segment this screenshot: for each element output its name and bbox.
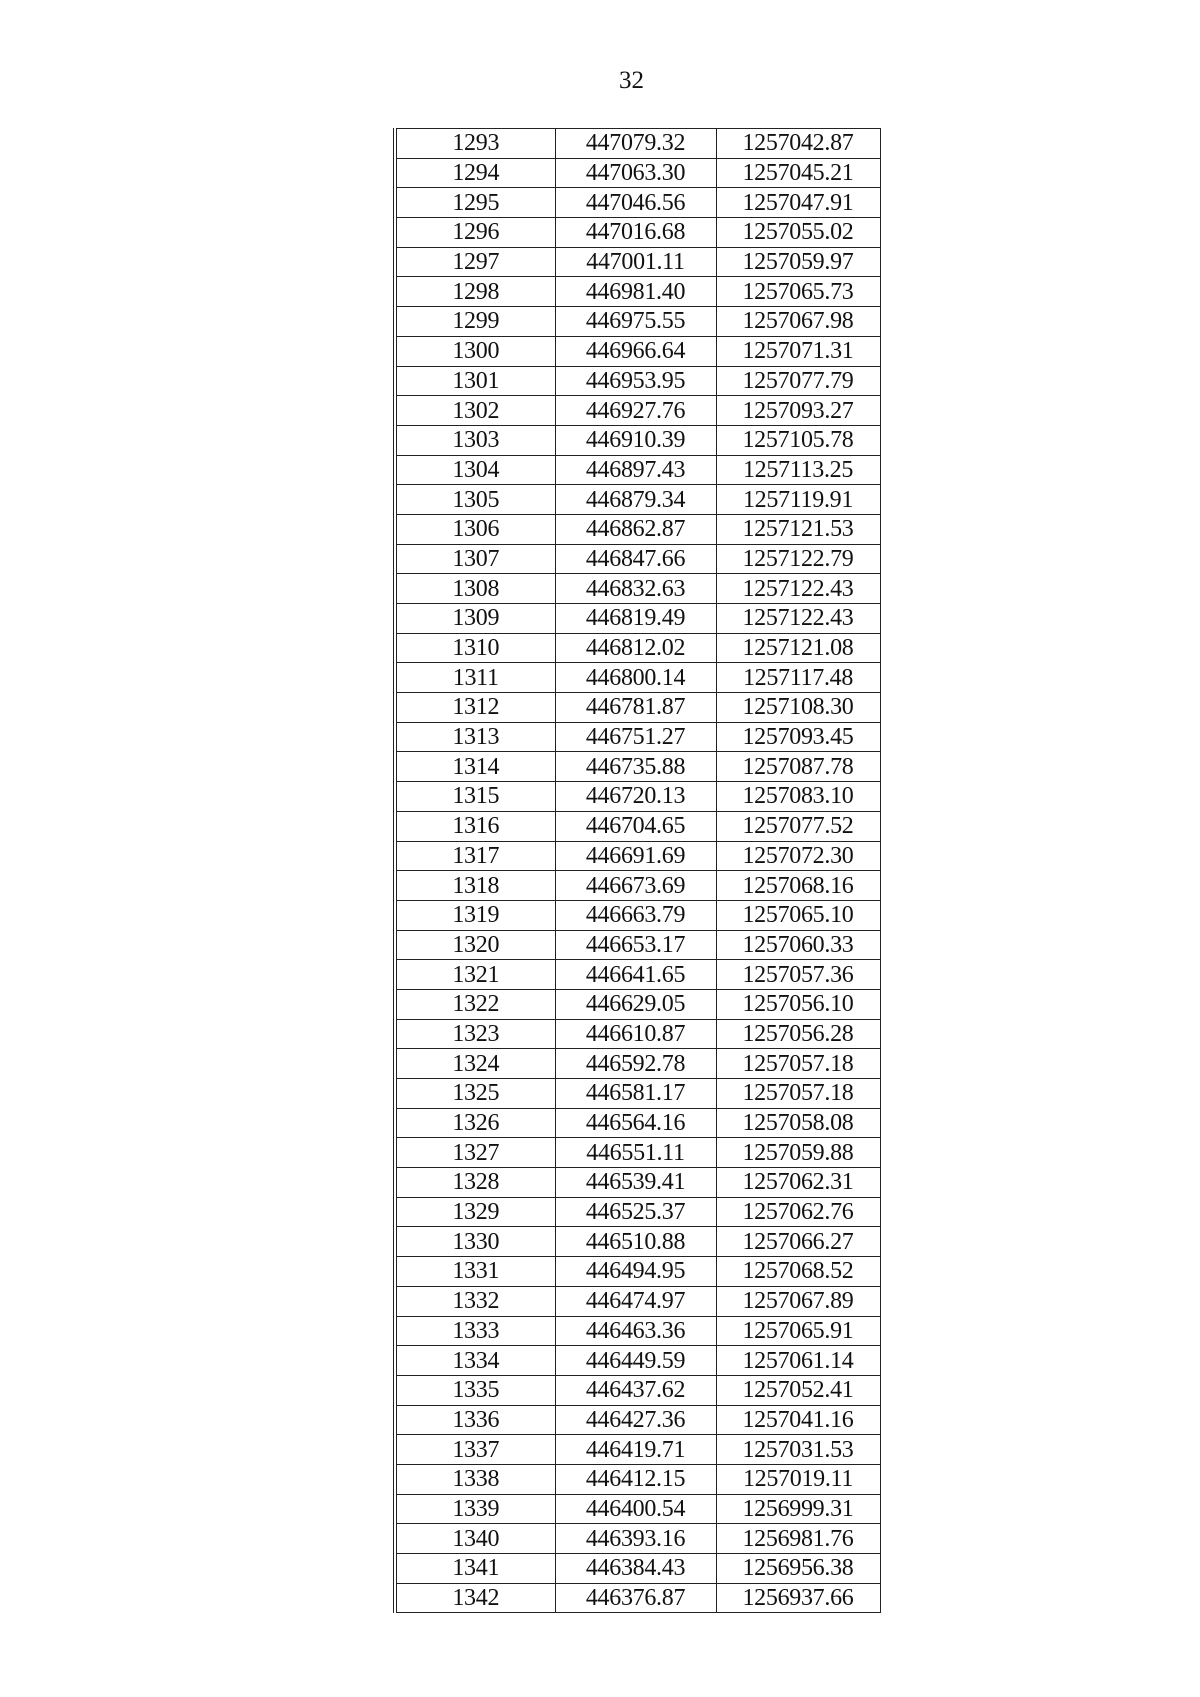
table-row [395,544,880,574]
y-coordinate-cell: 1257019.11 [716,1464,880,1494]
y-coordinate-cell: 1257119.91 [716,485,880,515]
table-row [395,1524,880,1554]
x-coordinate-cell: 446376.87 [555,1583,716,1613]
point-number-cell: 1302 [395,396,555,426]
point-number-cell: 1328 [395,1168,555,1198]
table-row [395,1049,880,1079]
x-coordinate-cell: 446384.43 [555,1554,716,1584]
y-coordinate-cell: 1257068.16 [716,871,880,901]
coordinates-table [393,128,881,1613]
point-number-cell: 1320 [395,930,555,960]
table-row [395,1227,880,1257]
y-coordinate-cell: 1257065.91 [716,1316,880,1346]
x-coordinate-cell: 447016.68 [555,218,716,248]
table-row [395,514,880,544]
point-number-cell: 1309 [395,604,555,634]
y-coordinate-cell: 1257058.08 [716,1108,880,1138]
y-coordinate-cell: 1257122.43 [716,604,880,634]
x-coordinate-cell: 446927.76 [555,396,716,426]
y-coordinate-cell: 1257056.28 [716,1019,880,1049]
x-coordinate-cell: 446673.69 [555,871,716,901]
x-coordinate-cell: 446720.13 [555,782,716,812]
x-coordinate-cell: 447046.56 [555,188,716,218]
x-coordinate-cell: 446564.16 [555,1108,716,1138]
x-coordinate-cell: 446412.15 [555,1464,716,1494]
y-coordinate-cell: 1257083.10 [716,782,880,812]
y-coordinate-cell: 1256956.38 [716,1554,880,1584]
table-row [395,900,880,930]
point-number-cell: 1294 [395,158,555,188]
table-row [395,1079,880,1109]
table-row [395,1168,880,1198]
table-row [395,989,880,1019]
table-row [395,1554,880,1584]
y-coordinate-cell: 1257108.30 [716,693,880,723]
point-number-cell: 1303 [395,425,555,455]
point-number-cell: 1324 [395,1049,555,1079]
y-coordinate-cell: 1257121.53 [716,514,880,544]
x-coordinate-cell: 446832.63 [555,574,716,604]
y-coordinate-cell: 1257093.45 [716,722,880,752]
x-coordinate-cell: 446581.17 [555,1079,716,1109]
x-coordinate-cell: 446449.59 [555,1346,716,1376]
table-row [395,1464,880,1494]
table-row [395,455,880,485]
y-coordinate-cell: 1257062.76 [716,1197,880,1227]
point-number-cell: 1305 [395,485,555,515]
table-row [395,1019,880,1049]
table-row [395,396,880,426]
x-coordinate-cell: 446800.14 [555,663,716,693]
y-coordinate-cell: 1257087.78 [716,752,880,782]
point-number-cell: 1327 [395,1138,555,1168]
point-number-cell: 1316 [395,811,555,841]
y-coordinate-cell: 1257056.10 [716,989,880,1019]
point-number-cell: 1337 [395,1435,555,1465]
x-coordinate-cell: 446610.87 [555,1019,716,1049]
table-row [395,218,880,248]
x-coordinate-cell: 446494.95 [555,1257,716,1287]
x-coordinate-cell: 446592.78 [555,1049,716,1079]
y-coordinate-cell: 1256937.66 [716,1583,880,1613]
point-number-cell: 1315 [395,782,555,812]
y-coordinate-cell: 1257052.41 [716,1375,880,1405]
table-row [395,485,880,515]
point-number-cell: 1300 [395,336,555,366]
x-coordinate-cell: 446981.40 [555,277,716,307]
y-coordinate-cell: 1257042.87 [716,129,880,159]
table-row [395,188,880,218]
point-number-cell: 1341 [395,1554,555,1584]
y-coordinate-cell: 1257122.43 [716,574,880,604]
point-number-cell: 1321 [395,960,555,990]
table-row [395,1197,880,1227]
table-row [395,1257,880,1287]
table-row [395,811,880,841]
y-coordinate-cell: 1257113.25 [716,455,880,485]
point-number-cell: 1295 [395,188,555,218]
x-coordinate-cell: 446641.65 [555,960,716,990]
x-coordinate-cell: 446510.88 [555,1227,716,1257]
x-coordinate-cell: 446525.37 [555,1197,716,1227]
table-row [395,307,880,337]
y-coordinate-cell: 1257072.30 [716,841,880,871]
point-number-cell: 1335 [395,1375,555,1405]
y-coordinate-cell: 1257057.18 [716,1079,880,1109]
point-number-cell: 1330 [395,1227,555,1257]
x-coordinate-cell: 446781.87 [555,693,716,723]
point-number-cell: 1301 [395,366,555,396]
table-row [395,1108,880,1138]
point-number-cell: 1332 [395,1286,555,1316]
x-coordinate-cell: 446862.87 [555,514,716,544]
x-coordinate-cell: 446879.34 [555,485,716,515]
x-coordinate-cell: 446474.97 [555,1286,716,1316]
point-number-cell: 1342 [395,1583,555,1613]
table-row [395,1435,880,1465]
x-coordinate-cell: 446953.95 [555,366,716,396]
point-number-cell: 1336 [395,1405,555,1435]
x-coordinate-cell: 446847.66 [555,544,716,574]
point-number-cell: 1312 [395,693,555,723]
x-coordinate-cell: 446427.36 [555,1405,716,1435]
y-coordinate-cell: 1257065.73 [716,277,880,307]
y-coordinate-cell: 1257065.10 [716,900,880,930]
point-number-cell: 1296 [395,218,555,248]
point-number-cell: 1329 [395,1197,555,1227]
table-row [395,158,880,188]
y-coordinate-cell: 1257068.52 [716,1257,880,1287]
point-number-cell: 1299 [395,307,555,337]
point-number-cell: 1293 [395,129,555,159]
y-coordinate-cell: 1256999.31 [716,1494,880,1524]
table-row [395,277,880,307]
y-coordinate-cell: 1257055.02 [716,218,880,248]
y-coordinate-cell: 1257077.79 [716,366,880,396]
point-number-cell: 1298 [395,277,555,307]
x-coordinate-cell: 446691.69 [555,841,716,871]
point-number-cell: 1338 [395,1464,555,1494]
table-row [395,752,880,782]
point-number-cell: 1306 [395,514,555,544]
y-coordinate-cell: 1257067.98 [716,307,880,337]
y-coordinate-cell: 1257057.36 [716,960,880,990]
point-number-cell: 1326 [395,1108,555,1138]
x-coordinate-cell: 446812.02 [555,633,716,663]
point-number-cell: 1314 [395,752,555,782]
point-number-cell: 1304 [395,455,555,485]
y-coordinate-cell: 1257093.27 [716,396,880,426]
x-coordinate-cell: 446897.43 [555,455,716,485]
table-row [395,663,880,693]
x-coordinate-cell: 447079.32 [555,129,716,159]
coordinates-table-body [395,129,880,1613]
x-coordinate-cell: 446551.11 [555,1138,716,1168]
y-coordinate-cell: 1257121.08 [716,633,880,663]
table-row [395,574,880,604]
y-coordinate-cell: 1257060.33 [716,930,880,960]
point-number-cell: 1333 [395,1316,555,1346]
table-row [395,1375,880,1405]
point-number-cell: 1322 [395,989,555,1019]
x-coordinate-cell: 446393.16 [555,1524,716,1554]
y-coordinate-cell: 1257071.31 [716,336,880,366]
x-coordinate-cell: 446629.05 [555,989,716,1019]
point-number-cell: 1323 [395,1019,555,1049]
y-coordinate-cell: 1257045.21 [716,158,880,188]
table-row [395,336,880,366]
y-coordinate-cell: 1257061.14 [716,1346,880,1376]
table-row [395,841,880,871]
table-row [395,960,880,990]
point-number-cell: 1340 [395,1524,555,1554]
table-row [395,633,880,663]
table-row [395,366,880,396]
y-coordinate-cell: 1257059.97 [716,247,880,277]
x-coordinate-cell: 446819.49 [555,604,716,634]
y-coordinate-cell: 1257059.88 [716,1138,880,1168]
x-coordinate-cell: 446704.65 [555,811,716,841]
y-coordinate-cell: 1257067.89 [716,1286,880,1316]
point-number-cell: 1317 [395,841,555,871]
table-row [395,1583,880,1613]
x-coordinate-cell: 446975.55 [555,307,716,337]
x-coordinate-cell: 446751.27 [555,722,716,752]
table-row [395,1286,880,1316]
y-coordinate-cell: 1257117.48 [716,663,880,693]
x-coordinate-cell: 447063.30 [555,158,716,188]
y-coordinate-cell: 1256981.76 [716,1524,880,1554]
y-coordinate-cell: 1257041.16 [716,1405,880,1435]
point-number-cell: 1319 [395,900,555,930]
point-number-cell: 1307 [395,544,555,574]
x-coordinate-cell: 446419.71 [555,1435,716,1465]
point-number-cell: 1308 [395,574,555,604]
point-number-cell: 1339 [395,1494,555,1524]
table-row [395,129,880,159]
point-number-cell: 1334 [395,1346,555,1376]
y-coordinate-cell: 1257047.91 [716,188,880,218]
point-number-cell: 1318 [395,871,555,901]
y-coordinate-cell: 1257066.27 [716,1227,880,1257]
point-number-cell: 1310 [395,633,555,663]
table-row [395,604,880,634]
table-row [395,722,880,752]
point-number-cell: 1325 [395,1079,555,1109]
x-coordinate-cell: 446437.62 [555,1375,716,1405]
x-coordinate-cell: 446400.54 [555,1494,716,1524]
point-number-cell: 1313 [395,722,555,752]
table-row [395,693,880,723]
y-coordinate-cell: 1257031.53 [716,1435,880,1465]
table-row [395,1405,880,1435]
x-coordinate-cell: 446653.17 [555,930,716,960]
table-row [395,247,880,277]
table-row [395,1346,880,1376]
x-coordinate-cell: 446966.64 [555,336,716,366]
x-coordinate-cell: 446463.36 [555,1316,716,1346]
point-number-cell: 1297 [395,247,555,277]
x-coordinate-cell: 447001.11 [555,247,716,277]
point-number-cell: 1331 [395,1257,555,1287]
y-coordinate-cell: 1257057.18 [716,1049,880,1079]
y-coordinate-cell: 1257122.79 [716,544,880,574]
x-coordinate-cell: 446539.41 [555,1168,716,1198]
table-row [395,930,880,960]
table-row [395,782,880,812]
table-row [395,1138,880,1168]
table-row [395,1316,880,1346]
x-coordinate-cell: 446735.88 [555,752,716,782]
point-number-cell: 1311 [395,663,555,693]
x-coordinate-cell: 446910.39 [555,425,716,455]
page-number: 32 [619,67,644,94]
y-coordinate-cell: 1257077.52 [716,811,880,841]
y-coordinate-cell: 1257105.78 [716,425,880,455]
table-row [395,425,880,455]
table-row [395,1494,880,1524]
y-coordinate-cell: 1257062.31 [716,1168,880,1198]
table-row [395,871,880,901]
x-coordinate-cell: 446663.79 [555,900,716,930]
